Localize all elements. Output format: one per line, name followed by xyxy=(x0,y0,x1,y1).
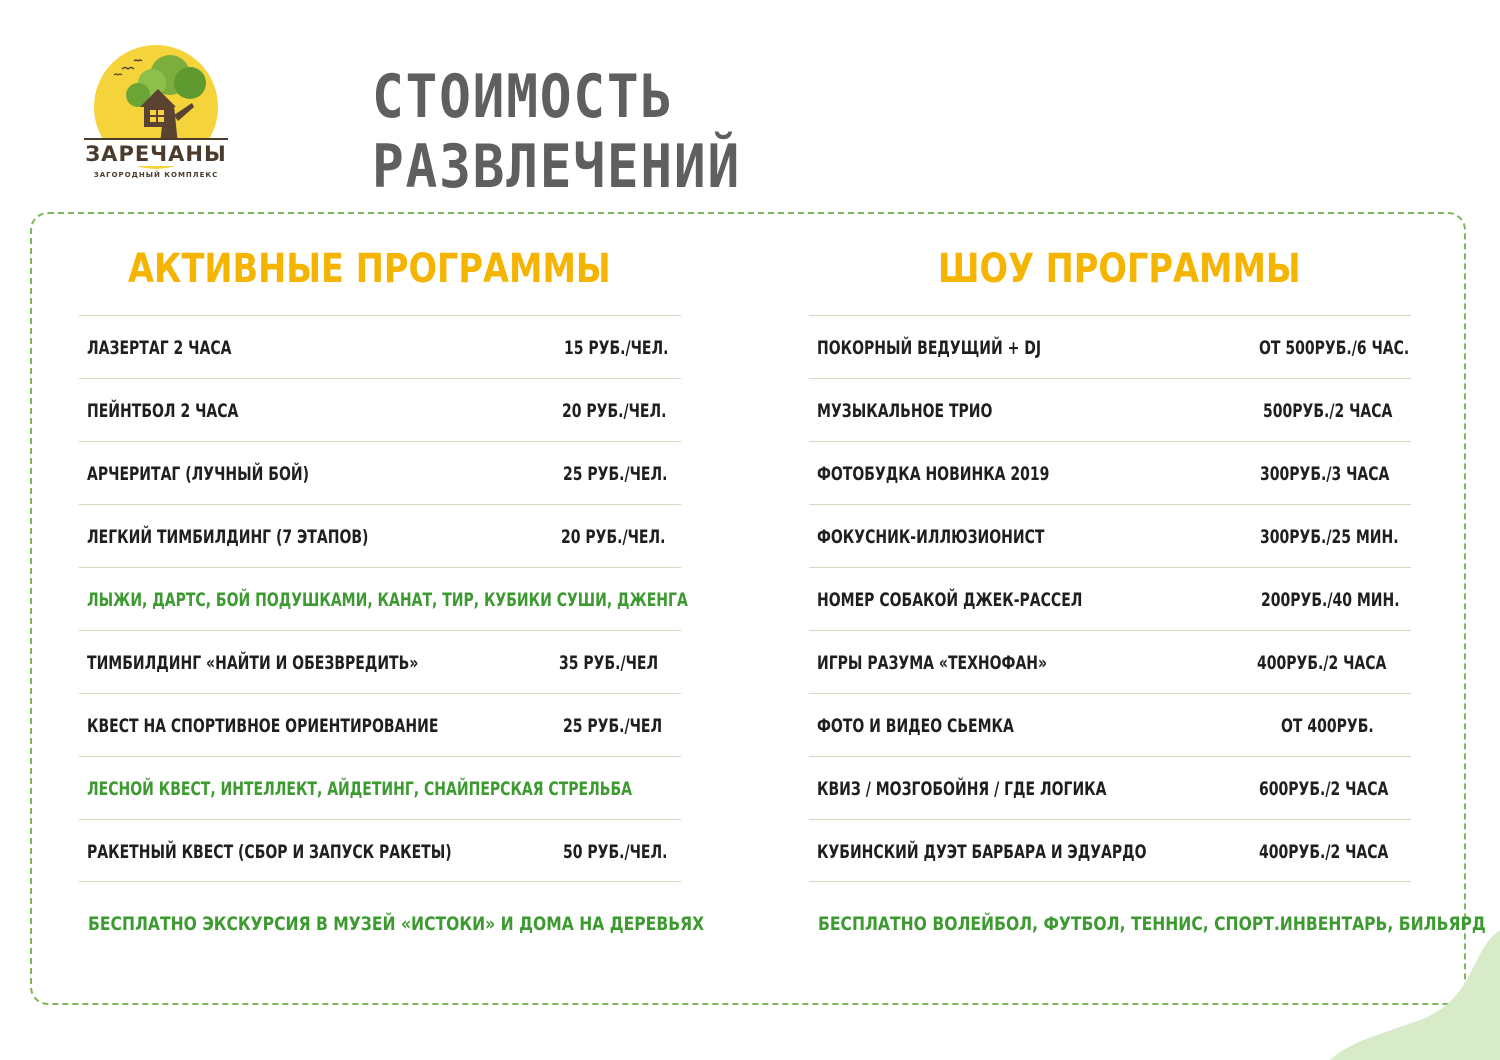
row-name: ПЕЙНТБОЛ 2 ЧАСА xyxy=(87,400,239,422)
row-price: 20 РУБ./ЧЕЛ. xyxy=(562,400,667,422)
page-title: СТОИМОСТЬ РАЗВЛЕЧЕНИЙ xyxy=(372,62,742,202)
row-name: ФОТОБУДКА НОВИНКА 2019 xyxy=(817,463,1050,485)
row-name: ЛЕГКИЙ ТИМБИЛДИНГ (7 ЭТАПОВ) xyxy=(87,526,369,548)
show-footer-note: БЕСПЛАТНО ВОЛЕЙБОЛ, ФУТБОЛ, ТЕННИС, СПОРТ.ИНВЕНТАРЬ, БИЛЬЯРД xyxy=(818,913,1486,935)
row-name: ПОКОРНЫЙ ВЕДУЩИЙ + DJ xyxy=(817,337,1042,359)
logo-subtitle: ЗАГОРОДНЫЙ КОМПЛЕКС xyxy=(93,171,219,179)
table-row xyxy=(79,504,681,567)
row-price: 500РУБ./2 ЧАСА xyxy=(1263,400,1393,422)
table-row xyxy=(809,315,1411,378)
logo-name: ЗАРЕЧАНЫ xyxy=(84,138,228,166)
row-price: ОТ 500РУБ./6 ЧАС. xyxy=(1259,337,1410,359)
show-programs-table xyxy=(809,315,1411,882)
table-row xyxy=(79,819,681,882)
row-name: ТИМБИЛДИНГ «НАЙТИ И ОБЕЗВРЕДИТЬ» xyxy=(87,652,419,674)
row-name: ИГРЫ РАЗУМА «ТЕХНОФАН» xyxy=(817,652,1048,674)
active-footer-note: БЕСПЛАТНО ЭКСКУРСИЯ В МУЗЕЙ «ИСТОКИ» И ДОМА НА ДЕРЕВЬЯХ xyxy=(88,913,705,935)
row-name: ЛАЗЕРТАГ 2 ЧАСА xyxy=(87,337,232,359)
table-row xyxy=(79,693,681,756)
row-price: 600РУБ./2 ЧАСА xyxy=(1259,778,1389,800)
row-price: ОТ 400РУБ. xyxy=(1281,715,1374,737)
tree-house-icon xyxy=(94,45,218,145)
row-price: 25 РУБ./ЧЕЛ. xyxy=(563,463,668,485)
row-price: 300РУБ./25 МИН. xyxy=(1260,526,1399,548)
note-row xyxy=(79,567,688,630)
row-name: КУБИНСКИЙ ДУЭТ БАРБАРА И ЭДУАРДО xyxy=(817,841,1147,863)
table-row xyxy=(79,315,681,378)
table-row xyxy=(79,378,681,441)
logo xyxy=(84,40,234,185)
note-row xyxy=(79,756,681,819)
row-price: 25 РУБ./ЧЕЛ xyxy=(563,715,663,737)
row-name: НОМЕР СОБАКОЙ ДЖЕК-РАССЕЛ xyxy=(817,589,1083,611)
row-price: 400РУБ./2 ЧАСА xyxy=(1257,652,1387,674)
table-row xyxy=(809,630,1411,693)
row-price: 50 РУБ./ЧЕЛ. xyxy=(563,841,668,863)
section-title-show: ШОУ ПРОГРАММЫ xyxy=(938,246,1301,292)
row-note: ЛЫЖИ, ДАРТС, БОЙ ПОДУШКАМИ, КАНАТ, ТИР, КУБИКИ СУШИ, ДЖЕНГА xyxy=(87,589,688,611)
row-note: ЛЕСНОЙ КВЕСТ, ИНТЕЛЛЕКТ, АЙДЕТИНГ, СНАЙПЕРСКАЯ СТРЕЛЬБА xyxy=(87,778,632,800)
table-row xyxy=(809,693,1411,756)
table-row xyxy=(79,630,681,693)
table-row xyxy=(809,378,1411,441)
row-price: 200РУБ./40 МИН. xyxy=(1261,589,1400,611)
table-row xyxy=(809,504,1411,567)
row-name: КВЕСТ НА СПОРТИВНОЕ ОРИЕНТИРОВАНИЕ xyxy=(87,715,439,737)
section-title-active: АКТИВНЫЕ ПРОГРАММЫ xyxy=(128,246,611,292)
row-name: ФОТО И ВИДЕО СЬЕМКА xyxy=(817,715,1014,737)
row-name: РАКЕТНЫЙ КВЕСТ (СБОР И ЗАПУСК РАКЕТЫ) xyxy=(87,841,452,863)
row-price: 400РУБ./2 ЧАСА xyxy=(1259,841,1389,863)
row-name: МУЗЫКАЛЬНОЕ ТРИО xyxy=(817,400,993,422)
row-price: 20 РУБ./ЧЕЛ. xyxy=(561,526,666,548)
row-name: АРЧЕРИТАГ (ЛУЧНЫЙ БОЙ) xyxy=(87,463,310,485)
row-price: 15 РУБ./ЧЕЛ. xyxy=(564,337,669,359)
table-row xyxy=(809,756,1411,819)
table-row xyxy=(809,567,1411,630)
table-row xyxy=(809,441,1411,504)
decorative-blob xyxy=(1270,930,1500,1060)
row-name: ФОКУСНИК-ИЛЛЮЗИОНИСТ xyxy=(817,526,1045,548)
table-row xyxy=(809,819,1411,882)
row-price: 35 РУБ./ЧЕЛ xyxy=(559,652,659,674)
active-programs-table xyxy=(79,315,688,882)
row-price: 300РУБ./3 ЧАСА xyxy=(1260,463,1390,485)
table-row xyxy=(79,441,681,504)
row-name: КВИЗ / МОЗГОБОЙНЯ / ГДЕ ЛОГИКА xyxy=(817,778,1107,800)
